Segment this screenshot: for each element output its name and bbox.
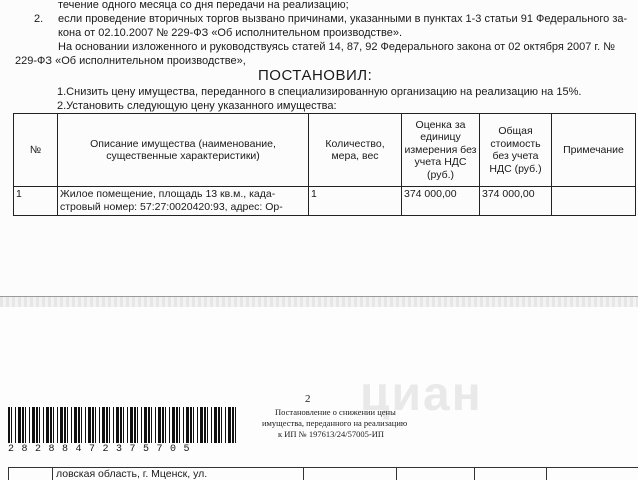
cell-description: Жилое помещение, площадь 13 кв.м., када-стровый номер: 57:27:0020420:93, адрес: Ор- [58,187,309,216]
cell-unit-price: 374 000,00 [402,187,480,216]
cell-number: 1 [14,187,58,216]
table-row [14,187,636,216]
cell-note [547,468,638,480]
cell-quantity [304,468,397,480]
decision-item: 1.Снизить цену имущества, переданного в специализированную организацию на реализацию на 15%. [57,86,582,98]
decision-title: ПОСТАНОВИЛ: [258,67,373,84]
header-subtitle-line: Постановление о снижении цены [275,407,396,417]
text-line: течение одного месяца со дня передачи на реализацию; [58,0,349,11]
property-table-continuation [8,467,638,480]
cian-watermark: циан [360,368,483,421]
header-cell-note: Примечание [552,114,636,187]
header-subtitle-line: к ИП № 197613/24/57005-ИП [278,429,384,439]
header-subtitle-line: имущества, переданного на реализацию [262,418,408,428]
table-header-row [14,114,636,187]
text-line: На основании изложенного и руководствуясь статей 14, 87, 92 Федерального закона от 02 октября 2007 г. № [58,41,615,53]
cell-number [9,468,53,480]
property-price-table [13,113,636,216]
header-cell-number: № [14,114,58,187]
text-line: кона от 02.10.2007 № 229-ФЗ «Об исполнительном производстве». [58,27,403,39]
cell-unit-price [397,468,475,480]
table-row [9,468,638,480]
cell-description: ловская область, г. Мценск, ул. [53,468,304,480]
page-number: 2 [305,393,311,405]
text-line: если проведение вторичных торгов вызвано причинами, указанными в пунктах 1-3 статьи 91 Федерального за- [58,13,628,25]
barcode-number: 28288472375705 [8,444,198,455]
barcode-icon [8,407,236,443]
cell-note [552,187,636,216]
header-cell-description: Описание имущества (наименование, существенные характеристики) [58,114,309,187]
document-page-2 [0,307,638,480]
text-line: 229-ФЗ «Об исполнительном производстве», [15,55,246,67]
header-cell-total-price: Общая стоимость без учета НДС (руб.) [480,114,552,187]
cell-total-price [475,468,547,480]
header-cell-unit-price: Оценка за единицу измерения без учета НДС (руб.) [402,114,480,187]
cell-total-price: 374 000,00 [480,187,552,216]
list-number: 2. [34,13,44,25]
cell-quantity: 1 [309,187,402,216]
header-cell-quantity: Количество, мера, вес [309,114,402,187]
decision-item: 2.Установить следующую цену указанного имущества: [57,100,337,112]
